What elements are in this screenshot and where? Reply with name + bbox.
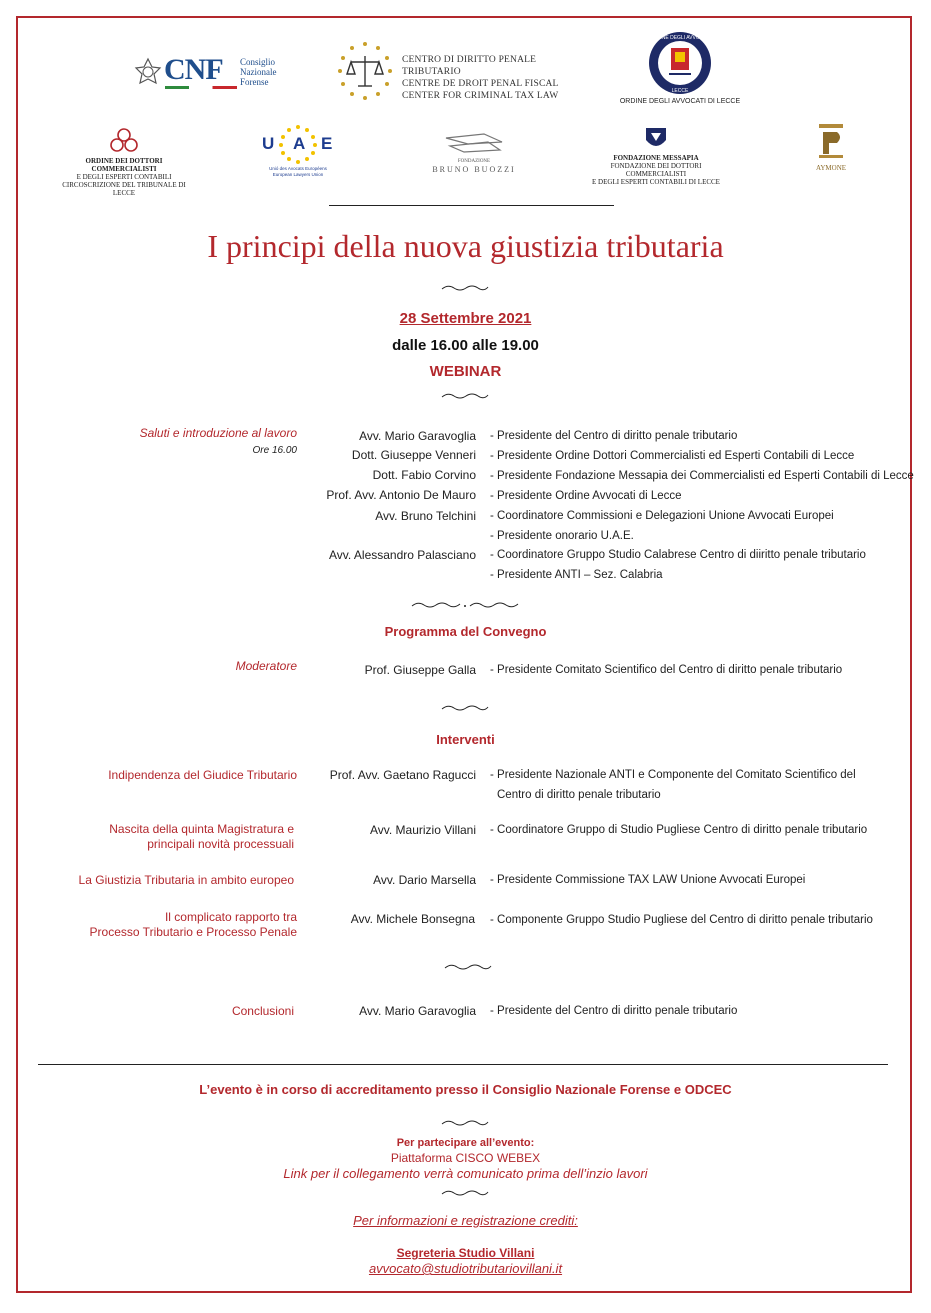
- wave-ornament-icon: [440, 1118, 490, 1128]
- aymone-monogram-icon: [817, 122, 845, 160]
- conclusioni-label: Conclusioni: [231, 1004, 294, 1018]
- saluti-role-4: - Presidente Ordine Avvocati di Lecce: [490, 490, 682, 502]
- ordine-avvocati-logo: [618, 30, 742, 110]
- interventi-heading: Interventi: [436, 732, 495, 747]
- messapia-line1: FONDAZIONE MESSAPIA: [613, 154, 699, 162]
- seal-top-text: ORDINE DEGLI AVVOCATI: [649, 35, 711, 41]
- saluti-name-5: Avv. Bruno Telchini: [375, 509, 476, 523]
- odcec-line3: CIRCOSCRIZIONE DEL TRIBUNALE DI LECCE: [62, 181, 186, 197]
- saluti-name-3: Dott. Fabio Corvino: [372, 468, 476, 482]
- wave-ornament-icon: [440, 1188, 490, 1198]
- saluti-name-4: Prof. Avv. Antonio De Mauro: [326, 488, 476, 502]
- centro-line2: CENTRE DE DROIT PENAL FISCAL: [402, 79, 559, 89]
- saluti-role-7: - Coordinatore Gruppo Studio Calabrese Centro di diiritto penale tributario: [490, 549, 866, 561]
- buozzi-line2: BRUNO BUOZZI: [432, 165, 516, 174]
- cnf-line1: Consiglio: [240, 57, 276, 67]
- odcec-knot-icon: [109, 127, 139, 155]
- intervento-name-3: Avv. Dario Marsella: [373, 873, 476, 887]
- wave-ornament-icon: [440, 283, 490, 293]
- intervento-role-4: - Componente Gruppo Studio Pugliese del Centro di diritto penale tributario: [490, 914, 873, 926]
- saluti-time: Ore 16.00: [252, 445, 297, 456]
- cnf-line3: Forense: [240, 77, 269, 87]
- saluti-role-3: - Presidente Fondazione Messapia dei Commercialisti ed Esperti Contabili di Lecce: [490, 470, 914, 482]
- event-date: 28 Settembre 2021: [399, 310, 532, 327]
- uae-logo: [258, 124, 338, 180]
- cnf-mark: CNF: [164, 53, 223, 86]
- saluti-role-8: - Presidente ANTI – Sez. Calabria: [490, 569, 663, 581]
- uae-mark-u: U: [262, 134, 275, 153]
- top-divider: [329, 205, 614, 206]
- buozzi-line1: FONDAZIONE: [457, 159, 491, 164]
- info-label: Per informazioni e registrazione crediti:: [353, 1213, 578, 1228]
- saluti-name-1: Avv. Mario Garavoglia: [359, 429, 476, 443]
- moderatore-role: - Presidente Comitato Scientifico del Centro di diritto penale tributario: [490, 664, 843, 676]
- link-note: Link per il collegamento verrà comunicato prima dell’inzio lavori: [283, 1166, 648, 1181]
- intervento-role-3: - Presidente Commissione TAX LAW Unione Avvocati Europei: [490, 874, 806, 886]
- saluti-name-7: Avv. Alessandro Palasciano: [329, 548, 476, 562]
- event-time: dalle 16.00 alle 19.00: [392, 337, 539, 354]
- moderatore-name: Prof. Giuseppe Galla: [364, 663, 476, 677]
- scales-of-justice-icon: [336, 40, 394, 102]
- intervento-topic-4b: Processo Tributario e Processo Penale: [89, 925, 297, 939]
- intervento-topic-2b: principali novità processuali: [147, 837, 294, 851]
- ordine-avvocati-seal-icon: [647, 30, 713, 96]
- double-wave-ornament-icon: [410, 600, 520, 610]
- messapia-line3: E DEGLI ESPERTI CONTABILI DI LECCE: [592, 178, 720, 186]
- uae-mark-e: E: [321, 134, 333, 153]
- ordine-avvocati-caption: ORDINE DEGLI AVVOCATI DI LECCE: [619, 98, 741, 105]
- odcec-line1: ORDINE DEI DOTTORI COMMERCIALISTI: [85, 157, 163, 173]
- intervento-name-1: Prof. Avv. Gaetano Ragucci: [329, 768, 476, 782]
- uae-mark-a: A: [293, 134, 306, 153]
- programma-heading: Programma del Convegno: [384, 624, 547, 639]
- saluti-role-1: - Presidente del Centro di diritto penale tributario: [490, 430, 738, 442]
- cnf-logo: [134, 55, 294, 95]
- event-format: WEBINAR: [429, 363, 502, 380]
- intervento-topic-2a: Nascita della quinta Magistratura e: [109, 822, 294, 836]
- conclusioni-role: - Presidente del Centro di diritto penale tributario: [490, 1005, 738, 1017]
- intervento-role-2: - Coordinatore Gruppo di Studio Pugliese Centro di diritto penale tributario: [490, 824, 868, 836]
- partecipare-label: Per partecipare all’evento:: [396, 1137, 535, 1149]
- saluti-name-2: Dott. Giuseppe Venneri: [351, 448, 476, 462]
- buozzi-logo: [420, 132, 528, 176]
- intervento-topic-1: Indipendenza del Giudice Tributario: [108, 768, 297, 782]
- wave-ornament-icon: [443, 962, 493, 972]
- intervento-role-1b: Centro di diritto penale tributario: [497, 789, 661, 801]
- intervento-name-2: Avv. Maurizio Villani: [369, 823, 476, 837]
- accreditation-note: L’evento è in corso di accreditamento presso il Consiglio Nazionale Forense e ODCEC: [199, 1082, 732, 1097]
- odcec-line2: E DEGLI ESPERTI CONTABILI: [76, 173, 172, 181]
- conclusioni-name: Avv. Mario Garavoglia: [359, 1004, 476, 1018]
- page-border: [16, 16, 912, 1293]
- saluti-label: Saluti e introduzione al lavoro: [139, 426, 297, 440]
- intervento-role-1a: - Presidente Nazionale ANTI e Componente del Comitato Scientifico del: [490, 769, 856, 781]
- cnf-line2: Nazionale: [240, 67, 277, 77]
- messapia-shield-icon: [643, 126, 669, 152]
- intervento-topic-3: La Giustizia Tributaria in ambito europeo: [78, 873, 294, 887]
- centro-line1: CENTRO DI DIRITTO PENALE TRIBUTARIO: [402, 55, 537, 77]
- odcec-logo: [56, 127, 192, 197]
- page-title: I principi della nuova giustizia tributaria: [207, 228, 724, 264]
- moderatore-label: Moderatore: [235, 659, 297, 673]
- intervento-name-4: Avv. Michele Bonsegna: [350, 912, 475, 926]
- intervento-topic-4a: Il complicato rapporto tra: [164, 910, 297, 924]
- messapia-line2: FONDAZIONE DEI DOTTORI COMMERCIALISTI: [610, 162, 702, 178]
- uae-line1: Unió des Avocats Européens: [269, 166, 327, 171]
- wave-ornament-icon: [440, 391, 490, 401]
- contact-email-link[interactable]: avvocato@studiotributariovillani.it: [368, 1261, 563, 1276]
- platform-text: Piattaforma CISCO WEBEX: [390, 1151, 541, 1165]
- seal-bottom-text: LECCE: [671, 88, 689, 94]
- footer-divider: [38, 1064, 888, 1065]
- saluti-role-2: - Presidente Ordine Dottori Commercialisti ed Esperti Contabili di Lecce: [490, 450, 855, 462]
- uae-line2: European Lawyers Union: [272, 172, 324, 177]
- saluti-role-5: - Coordinatore Commissioni e Delegazioni Unione Avvocati Europei: [490, 510, 834, 522]
- messapia-logo: [590, 126, 722, 186]
- centro-logo: [336, 40, 596, 104]
- segreteria-label: Segreteria Studio Villani: [396, 1246, 535, 1260]
- saluti-role-6: - Presidente onorario U.A.E.: [490, 530, 634, 542]
- aymone-logo: [810, 122, 852, 176]
- aymone-line1: AYMONE: [815, 164, 847, 172]
- buozzi-mark-icon: [444, 132, 504, 156]
- wave-ornament-icon: [440, 703, 490, 713]
- italian-emblem-icon: [134, 57, 162, 87]
- centro-line3: CENTER FOR CRIMINAL TAX LAW: [402, 91, 559, 101]
